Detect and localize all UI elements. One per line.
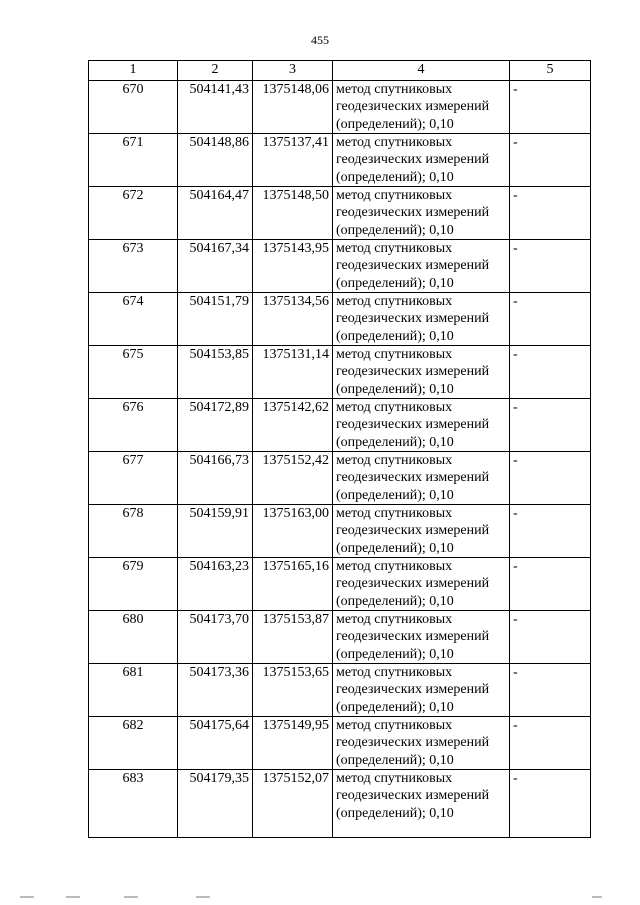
x-coordinate-cell: 504179,35	[178, 770, 253, 838]
note-cell: -	[510, 717, 591, 770]
method-line: геодезических измерений	[336, 152, 490, 168]
table-row	[89, 717, 591, 770]
x-coordinate-cell: 504163,23	[178, 558, 253, 611]
method-line: (определений); 0,10	[336, 805, 454, 821]
method-line: метод спутниковых	[336, 665, 453, 680]
column-header-3: 3	[253, 61, 333, 81]
method-cell	[333, 293, 510, 346]
point-number-cell: 672	[89, 187, 178, 240]
table-row	[89, 187, 591, 240]
x-coordinate-cell: 504175,64	[178, 717, 253, 770]
footer-scan-marks	[20, 896, 620, 900]
page-number: 455	[311, 33, 329, 47]
y-coordinate-cell: 1375131,14	[253, 346, 333, 399]
method-line: метод спутниковых	[336, 82, 453, 97]
method-cell	[333, 452, 510, 505]
y-coordinate-cell: 1375137,41	[253, 134, 333, 187]
x-coordinate-cell: 504173,36	[178, 664, 253, 717]
table-header	[89, 61, 591, 81]
note-cell: -	[510, 505, 591, 558]
method-cell	[333, 346, 510, 399]
method-line: геодезических измерений	[336, 523, 490, 539]
note-cell: -	[510, 81, 591, 134]
method-line: метод спутниковых	[336, 559, 453, 574]
column-header-1: 1	[89, 61, 178, 81]
note-cell: -	[510, 664, 591, 717]
method-line: метод спутниковых	[336, 294, 453, 309]
x-coordinate-cell: 504172,89	[178, 399, 253, 452]
note-cell: -	[510, 770, 591, 838]
point-number-cell: 671	[89, 134, 178, 187]
header-row	[89, 61, 591, 81]
method-line: метод спутниковых	[336, 612, 453, 627]
method-cell	[333, 717, 510, 770]
method-line: метод спутниковых	[336, 771, 453, 786]
y-coordinate-cell: 1375152,42	[253, 452, 333, 505]
method-line: метод спутниковых	[336, 506, 453, 521]
point-number-cell: 673	[89, 240, 178, 293]
note-cell: -	[510, 187, 591, 240]
point-number-cell: 680	[89, 611, 178, 664]
point-number-cell: 674	[89, 293, 178, 346]
y-coordinate-cell: 1375153,65	[253, 664, 333, 717]
method-line: геодезических измерений	[336, 417, 490, 433]
table-row	[89, 399, 591, 452]
x-coordinate-cell: 504151,79	[178, 293, 253, 346]
method-cell	[333, 505, 510, 558]
method-line: (определений); 0,10	[336, 540, 454, 556]
x-coordinate-cell: 504166,73	[178, 452, 253, 505]
method-line: (определений); 0,10	[336, 116, 454, 132]
method-cell	[333, 134, 510, 187]
note-cell: -	[510, 399, 591, 452]
method-line: геодезических измерений	[336, 311, 490, 327]
table-row	[89, 134, 591, 187]
x-coordinate-cell: 504153,85	[178, 346, 253, 399]
x-coordinate-cell: 504148,86	[178, 134, 253, 187]
table-body	[89, 81, 591, 838]
point-number-cell: 681	[89, 664, 178, 717]
point-number-cell: 670	[89, 81, 178, 134]
x-coordinate-cell: 504164,47	[178, 187, 253, 240]
method-line: метод спутниковых	[336, 718, 453, 733]
method-cell	[333, 399, 510, 452]
table-row	[89, 505, 591, 558]
method-line: (определений); 0,10	[336, 487, 454, 503]
y-coordinate-cell: 1375153,87	[253, 611, 333, 664]
column-header-4: 4	[333, 61, 510, 81]
method-line: метод спутниковых	[336, 347, 453, 362]
method-line: (определений); 0,10	[336, 593, 454, 609]
x-coordinate-cell: 504159,91	[178, 505, 253, 558]
coordinates-table	[88, 60, 591, 838]
note-cell: -	[510, 346, 591, 399]
y-coordinate-cell: 1375165,16	[253, 558, 333, 611]
y-coordinate-cell: 1375163,00	[253, 505, 333, 558]
method-line: геодезических измерений	[336, 788, 490, 804]
method-line: (определений); 0,10	[336, 275, 454, 291]
method-line: геодезических измерений	[336, 258, 490, 274]
method-line: (определений); 0,10	[336, 381, 454, 397]
point-number-cell: 677	[89, 452, 178, 505]
note-cell: -	[510, 240, 591, 293]
method-line: геодезических измерений	[336, 735, 490, 751]
table-row	[89, 293, 591, 346]
column-header-5: 5	[510, 61, 591, 81]
method-line: метод спутниковых	[336, 188, 453, 203]
y-coordinate-cell: 1375148,50	[253, 187, 333, 240]
method-cell	[333, 187, 510, 240]
method-line: геодезических измерений	[336, 576, 490, 592]
table-row	[89, 558, 591, 611]
method-line: (определений); 0,10	[336, 169, 454, 185]
y-coordinate-cell: 1375149,95	[253, 717, 333, 770]
table-row	[89, 346, 591, 399]
method-cell	[333, 558, 510, 611]
point-number-cell: 682	[89, 717, 178, 770]
method-cell	[333, 81, 510, 134]
point-number-cell: 683	[89, 770, 178, 838]
method-line: метод спутниковых	[336, 135, 453, 150]
note-cell: -	[510, 293, 591, 346]
method-cell	[333, 240, 510, 293]
y-coordinate-cell: 1375134,56	[253, 293, 333, 346]
point-number-cell: 675	[89, 346, 178, 399]
method-line: (определений); 0,10	[336, 752, 454, 768]
y-coordinate-cell: 1375148,06	[253, 81, 333, 134]
method-line: геодезических измерений	[336, 629, 490, 645]
table-row	[89, 664, 591, 717]
method-line: (определений); 0,10	[336, 699, 454, 715]
x-coordinate-cell: 504141,43	[178, 81, 253, 134]
method-line: геодезических измерений	[336, 364, 490, 380]
table-row	[89, 81, 591, 134]
method-line: (определений); 0,10	[336, 328, 454, 344]
method-cell	[333, 611, 510, 664]
method-line: геодезических измерений	[336, 99, 490, 115]
point-number-cell: 679	[89, 558, 178, 611]
y-coordinate-cell: 1375152,07	[253, 770, 333, 838]
method-line: метод спутниковых	[336, 241, 453, 256]
note-cell: -	[510, 452, 591, 505]
method-line: геодезических измерений	[336, 470, 490, 486]
method-cell	[333, 664, 510, 717]
note-cell: -	[510, 558, 591, 611]
method-cell	[333, 770, 510, 838]
method-line: метод спутниковых	[336, 453, 453, 468]
method-line: (определений); 0,10	[336, 646, 454, 662]
y-coordinate-cell: 1375143,95	[253, 240, 333, 293]
table-row	[89, 240, 591, 293]
x-coordinate-cell: 504173,70	[178, 611, 253, 664]
method-line: (определений); 0,10	[336, 434, 454, 450]
note-cell: -	[510, 611, 591, 664]
method-line: геодезических измерений	[336, 205, 490, 221]
point-number-cell: 676	[89, 399, 178, 452]
method-line: геодезических измерений	[336, 682, 490, 698]
point-number-cell: 678	[89, 505, 178, 558]
method-line: метод спутниковых	[336, 400, 453, 415]
x-coordinate-cell: 504167,34	[178, 240, 253, 293]
column-header-2: 2	[178, 61, 253, 81]
table-row	[89, 611, 591, 664]
table-row	[89, 452, 591, 505]
note-cell: -	[510, 134, 591, 187]
method-line: (определений); 0,10	[336, 222, 454, 238]
y-coordinate-cell: 1375142,62	[253, 399, 333, 452]
table-row	[89, 770, 591, 838]
